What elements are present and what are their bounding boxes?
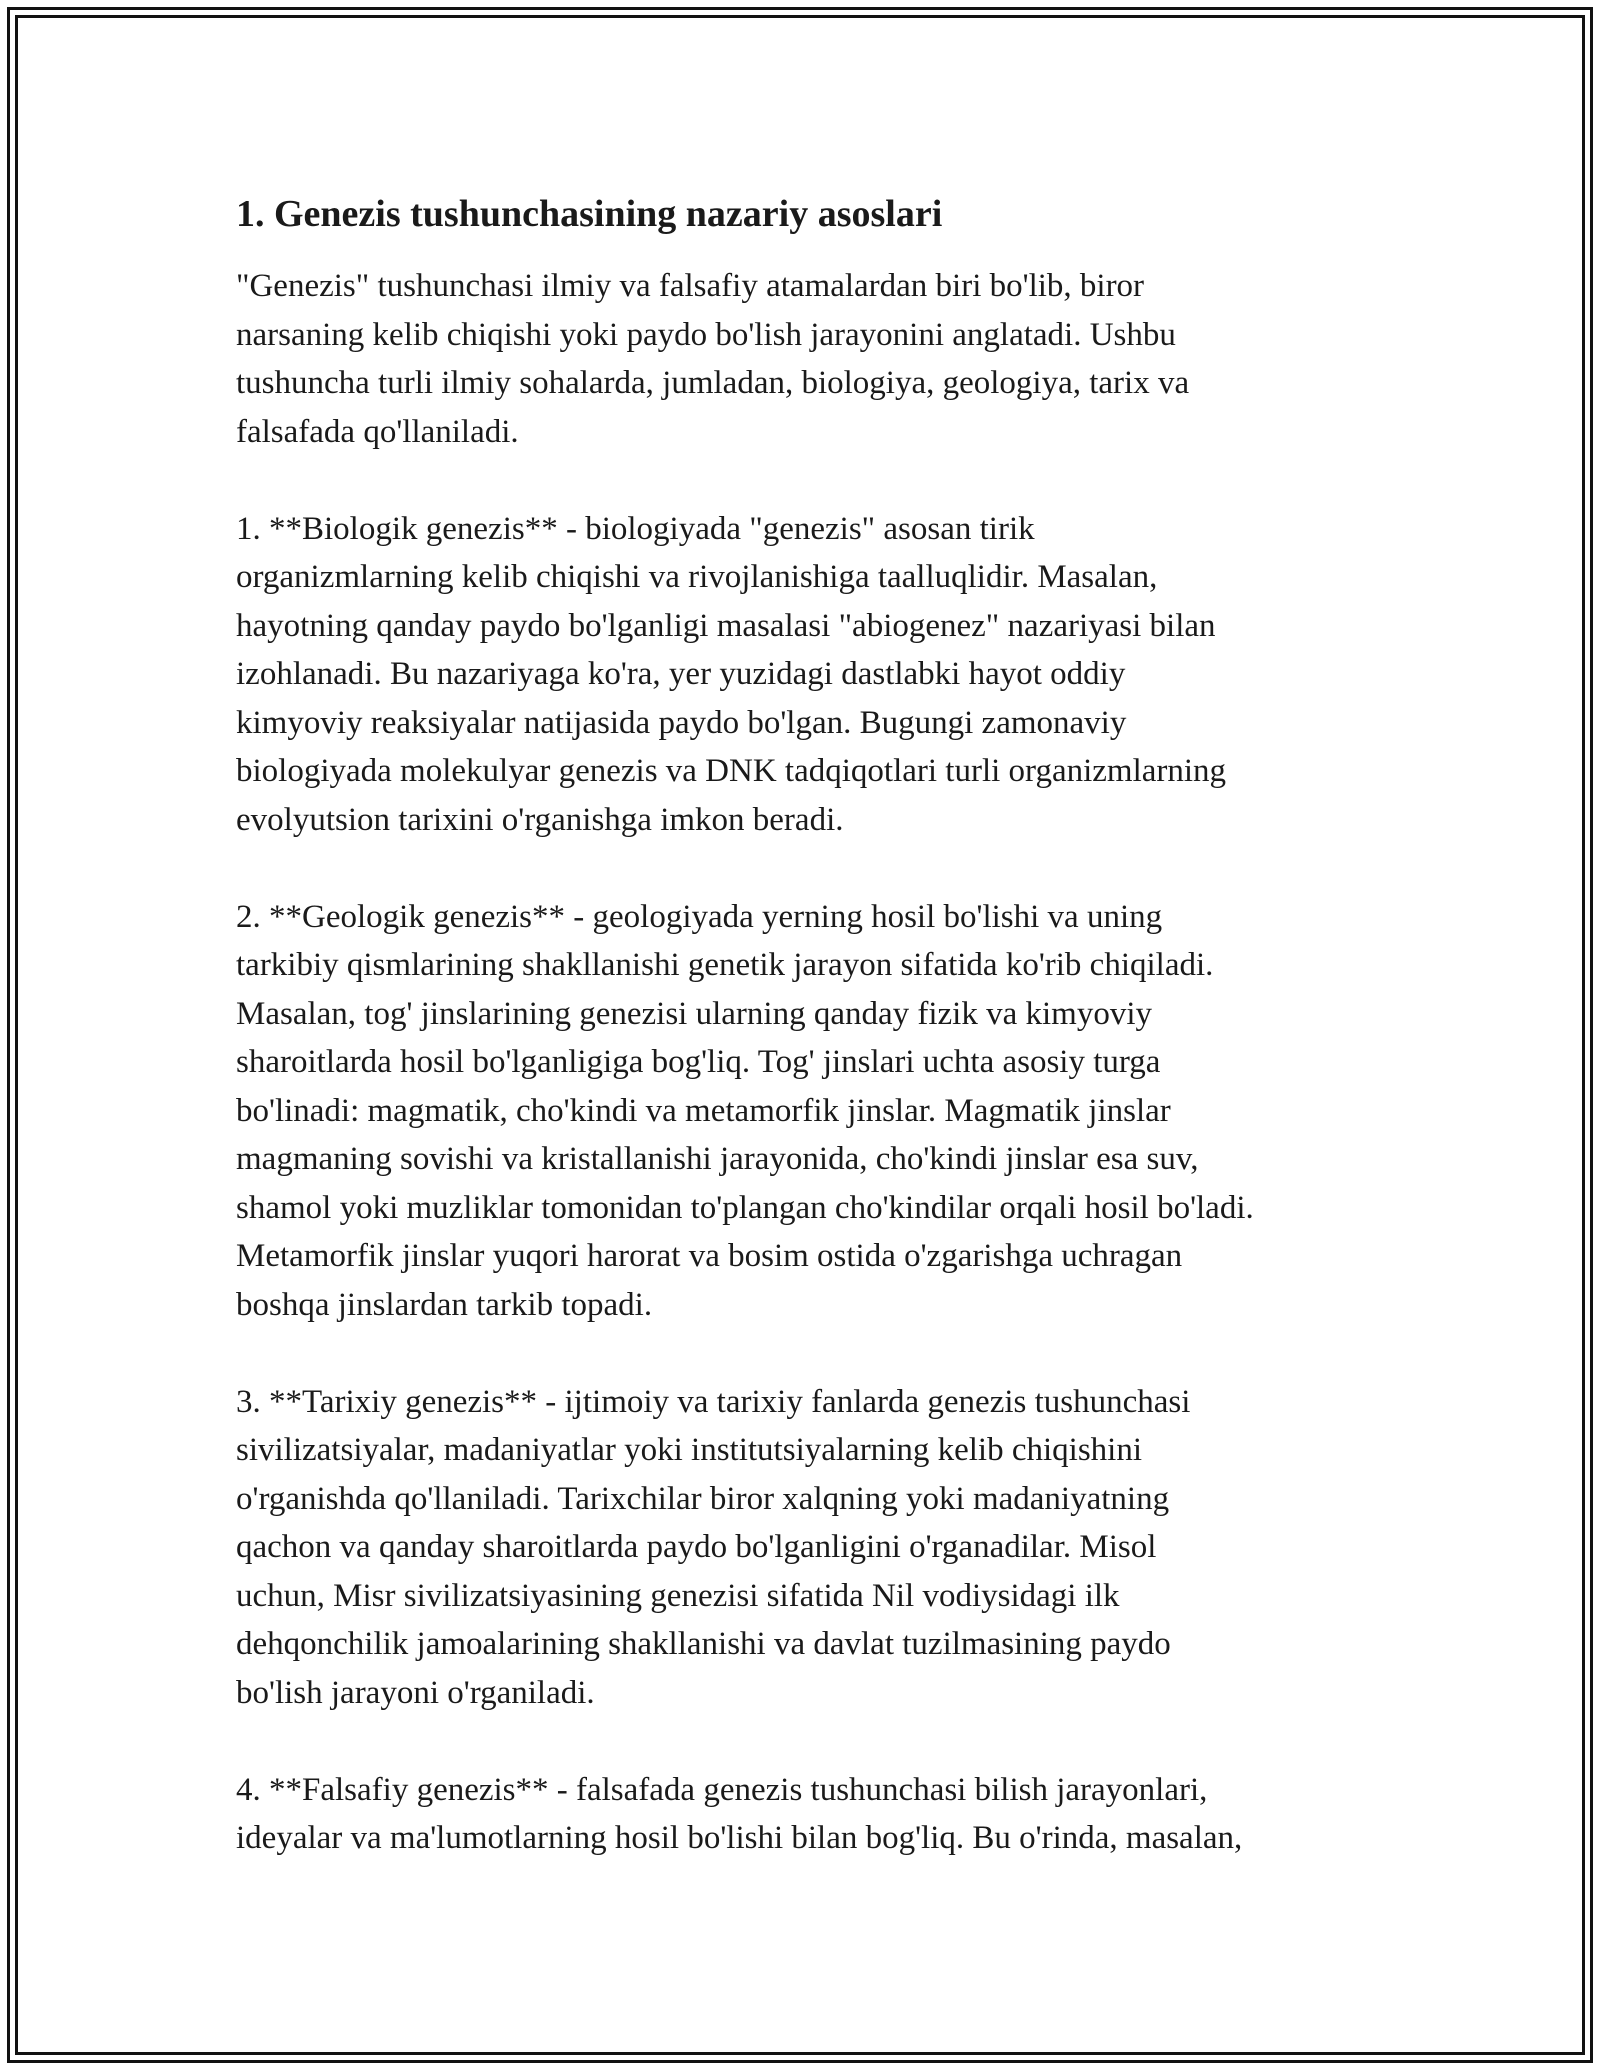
document-body bbox=[236, 188, 1376, 1863]
geological-genesis-paragraph: 2. **Geologik genezis** - geologiyada yerning hosil bo'lishi va uning tarkibiy qismlarining shakllanishi genetik jarayon sifatida ko'rib chiqiladi. Masalan, tog' jinslarining genezisi ularning qanday fizik va kimyoviy sharoitlarda hosil bo'lganligiga bog'liq. Tog' jinslari uchta asosiy turga bo'linadi: magmatik, cho'kindi va metamorfik jinslar. Magmatik jinslar magmaning sovishi va kristallanishi jarayonida, cho'kindi jinslar esa suv, shamol yoki muzliklar tomonidan to'plangan cho'kindilar orqali hosil bo'ladi. Metamorfik jinslar yuqori harorat va bosim ostida o'zgarishga uchragan boshqa jinslardan tarkib topadi. bbox=[236, 898, 1254, 1323]
section-heading: 1. Genezis tushunchasining nazariy asoslari bbox=[236, 193, 943, 235]
historical-genesis-paragraph: 3. **Tarixiy genezis** - ijtimoiy va tarixiy fanlarda genezis tushunchasi sivilizatsiyalar, madaniyatlar yoki institutsiyalarning kelib chiqishini o'rganishda qo'llaniladi. Tarixchilar biror xalqning yoki madaniyatning qachon va qanday sharoitlarda paydo bo'lganligini o'rganadilar. Misol uchun, Misr sivilizatsiyasining genezisi sifatida Nil vodiysidagi ilk dehqonchilik jamoalarining shakllanishi va davlat tuzilmasining paydo bo'lish jarayoni o'rganiladi. bbox=[236, 1383, 1191, 1711]
intro-paragraph: "Genezis" tushunchasi ilmiy va falsafiy atamalardan biri bo'lib, biror narsaning kelib chiqishi yoki paydo bo'lish jarayonini anglatadi. Ushbu tushuncha turli ilmiy sohalarda, jumladan, biologiya, geologiya, tarix va falsafada qo'llaniladi. bbox=[236, 268, 1190, 450]
biological-genesis-paragraph: 1. **Biologik genezis** - biologiyada "genezis" asosan tirik organizmlarning kelib chiqishi va rivojlanishiga taalluqlidir. Masalan, hayotning qanday paydo bo'lganligi masalasi "abiogenez" nazariyasi bilan izohlanadi. Bu nazariyaga ko'ra, yer yuzidagi dastlabki hayot oddiy kimyoviy reaksiyalar natijasida paydo bo'lgan. Bugungi zamonaviy biologiyada molekulyar genezis va DNK tadqiqotlari turli organizmlarning evolyutsion tarixini o'rganishga imkon beradi. bbox=[236, 510, 1227, 838]
philosophical-genesis-paragraph: 4. **Falsafiy genezis** - falsafada genezis tushunchasi bilish jarayonlari, ideyalar va ma'lumotlarning hosil bo'lishi bilan bog'liq. Bu o'rinda, masalan, bbox=[236, 1771, 1243, 1856]
